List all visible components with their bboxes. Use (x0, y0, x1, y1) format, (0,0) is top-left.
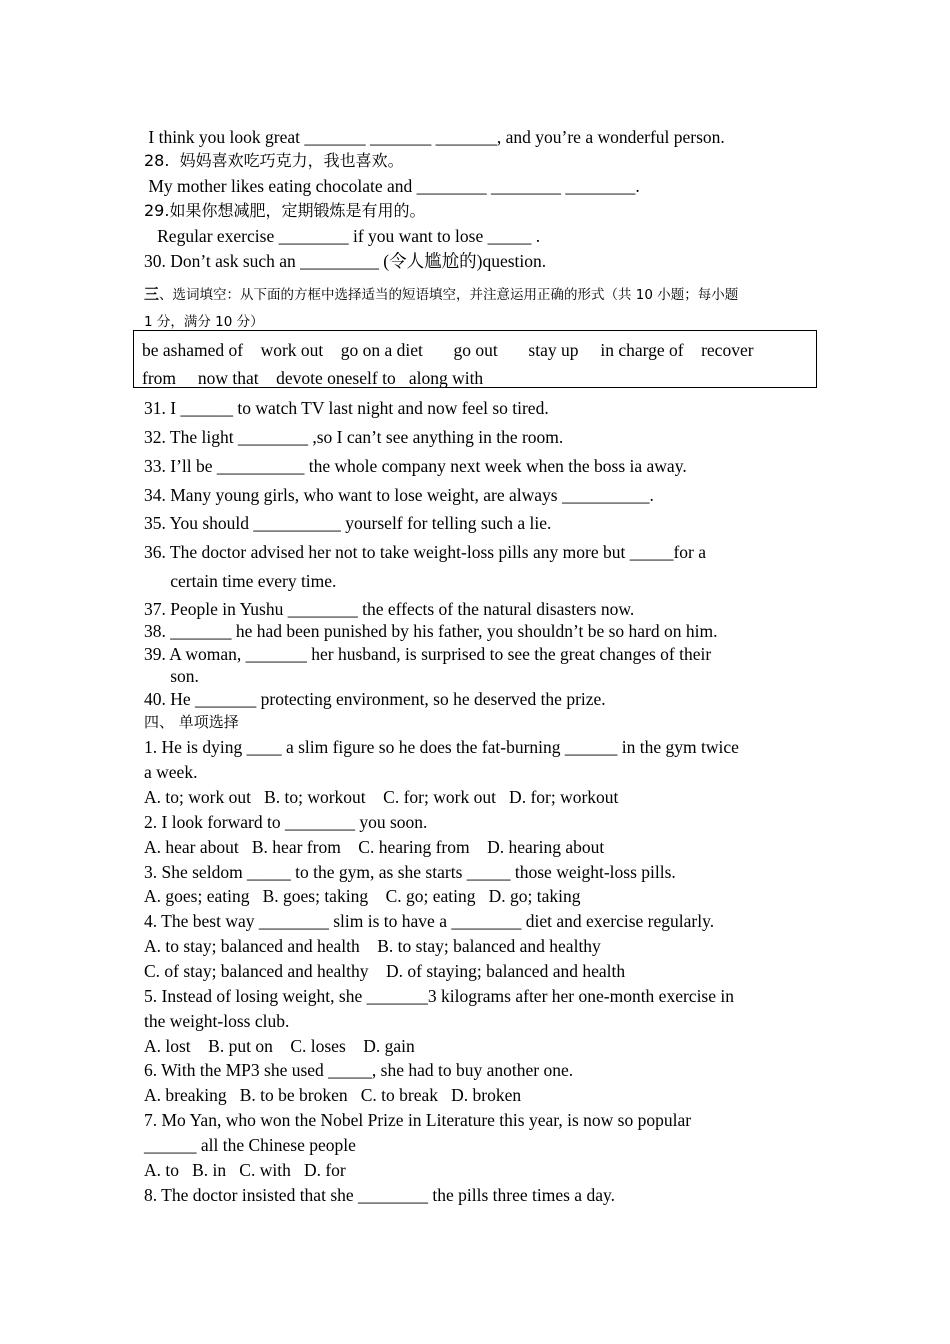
text-line: Regular exercise ________ if you want to lose _____ . (144, 226, 541, 246)
section-3-score: 1 分，满分 10 分） (144, 314, 264, 330)
mc-question-7: 7. Mo Yan, who won the Nobel Prize in Literature this year, is now so popular (144, 1110, 692, 1130)
question-34: 34. Many young girls, who want to lose weight, are always __________. (144, 485, 654, 505)
mc-question-2: 2. I look forward to ________ you soon. (144, 812, 428, 832)
section-3-number: 三 (144, 285, 160, 303)
mc-options-2: A. hear about B. hear from C. hearing from D. hearing about (144, 837, 605, 857)
mc-options-6: A. breaking B. to be broken C. to break D. broken (144, 1085, 522, 1105)
mc-question-5: 5. Instead of losing weight, she _______3 kilograms after her one-month exercise in (144, 986, 734, 1006)
question-38: 38. _______ he had been punished by his father, you shouldn’t be so hard on him. (144, 621, 718, 641)
section-4-heading: 四、 单项选择 (144, 713, 239, 731)
section-3-heading (144, 284, 738, 305)
question-32: 32. The light ________ ,so I can’t see anything in the room. (144, 427, 564, 447)
word-bank-line-1: be ashamed of work out go on a diet go out stay up in charge of recover (142, 340, 754, 360)
question-31: 31. I ______ to watch TV last night and now feel so tired. (144, 398, 549, 418)
mc-question-1: 1. He is dying ____ a slim figure so he does the fat-burning ______ in the gym twice (144, 737, 739, 757)
mc-question-8: 8. The doctor insisted that she ________ the pills three times a day. (144, 1185, 615, 1205)
question-30: 30. Don’t ask such an _________ (令人尴尬的)question. (144, 251, 547, 271)
mc-options-7: A. to B. in C. with D. for (144, 1160, 346, 1180)
question-37: 37. People in Yushu ________ the effects of the natural disasters now. (144, 599, 635, 619)
word-bank-line-2: from now that devote oneself to along with (142, 368, 484, 388)
question-36-continued: certain time every time. (144, 571, 337, 591)
question-39: 39. A woman, _______ her husband, is surprised to see the great changes of their (144, 644, 712, 664)
question-40: 40. He _______ protecting environment, so he deserved the prize. (144, 689, 606, 709)
mc-question-4: 4. The best way ________ slim is to have a ________ diet and exercise regularly. (144, 911, 715, 931)
question-29-chinese: 29.如果你想减肥，定期锻炼是有用的。 (144, 201, 426, 220)
mc-question-5-continued: the weight-loss club. (144, 1011, 290, 1031)
mc-question-6: 6. With the MP3 she used _____, she had to buy another one. (144, 1060, 574, 1080)
text-line: I think you look great _______ _______ _______, and you’re a wonderful person. (144, 127, 725, 147)
question-35: 35. You should __________ yourself for telling such a lie. (144, 513, 552, 533)
question-36: 36. The doctor advised her not to take weight-loss pills any more but _____for a (144, 542, 706, 562)
mc-question-7-continued: ______ all the Chinese people (144, 1135, 356, 1155)
mc-options-4b: C. of stay; balanced and healthy D. of staying; balanced and health (144, 961, 626, 981)
question-33: 33. I’ll be __________ the whole company next week when the boss ia away. (144, 456, 687, 476)
mc-options-1: A. to; work out B. to; workout C. for; work out D. for; workout (144, 787, 619, 807)
mc-options-5: A. lost B. put on C. loses D. gain (144, 1036, 415, 1056)
question-39-continued: son. (144, 666, 199, 686)
section-3-instructions: 、选词填空：从下面的方框中选择适当的短语填空，并注意运用正确的形式（共 10 小题；每小题 (159, 287, 739, 303)
mc-question-3: 3. She seldom _____ to the gym, as she starts _____ those weight-loss pills. (144, 862, 676, 882)
mc-question-1-continued: a week. (144, 762, 198, 782)
mc-options-3: A. goes; eating B. goes; taking C. go; eating D. go; taking (144, 886, 581, 906)
text-line: My mother likes eating chocolate and ________ ________ ________. (144, 176, 640, 196)
mc-options-4a: A. to stay; balanced and health B. to stay; balanced and healthy (144, 936, 601, 956)
question-28-chinese: 28. 妈妈喜欢吃巧克力，我也喜欢。 (144, 151, 404, 170)
